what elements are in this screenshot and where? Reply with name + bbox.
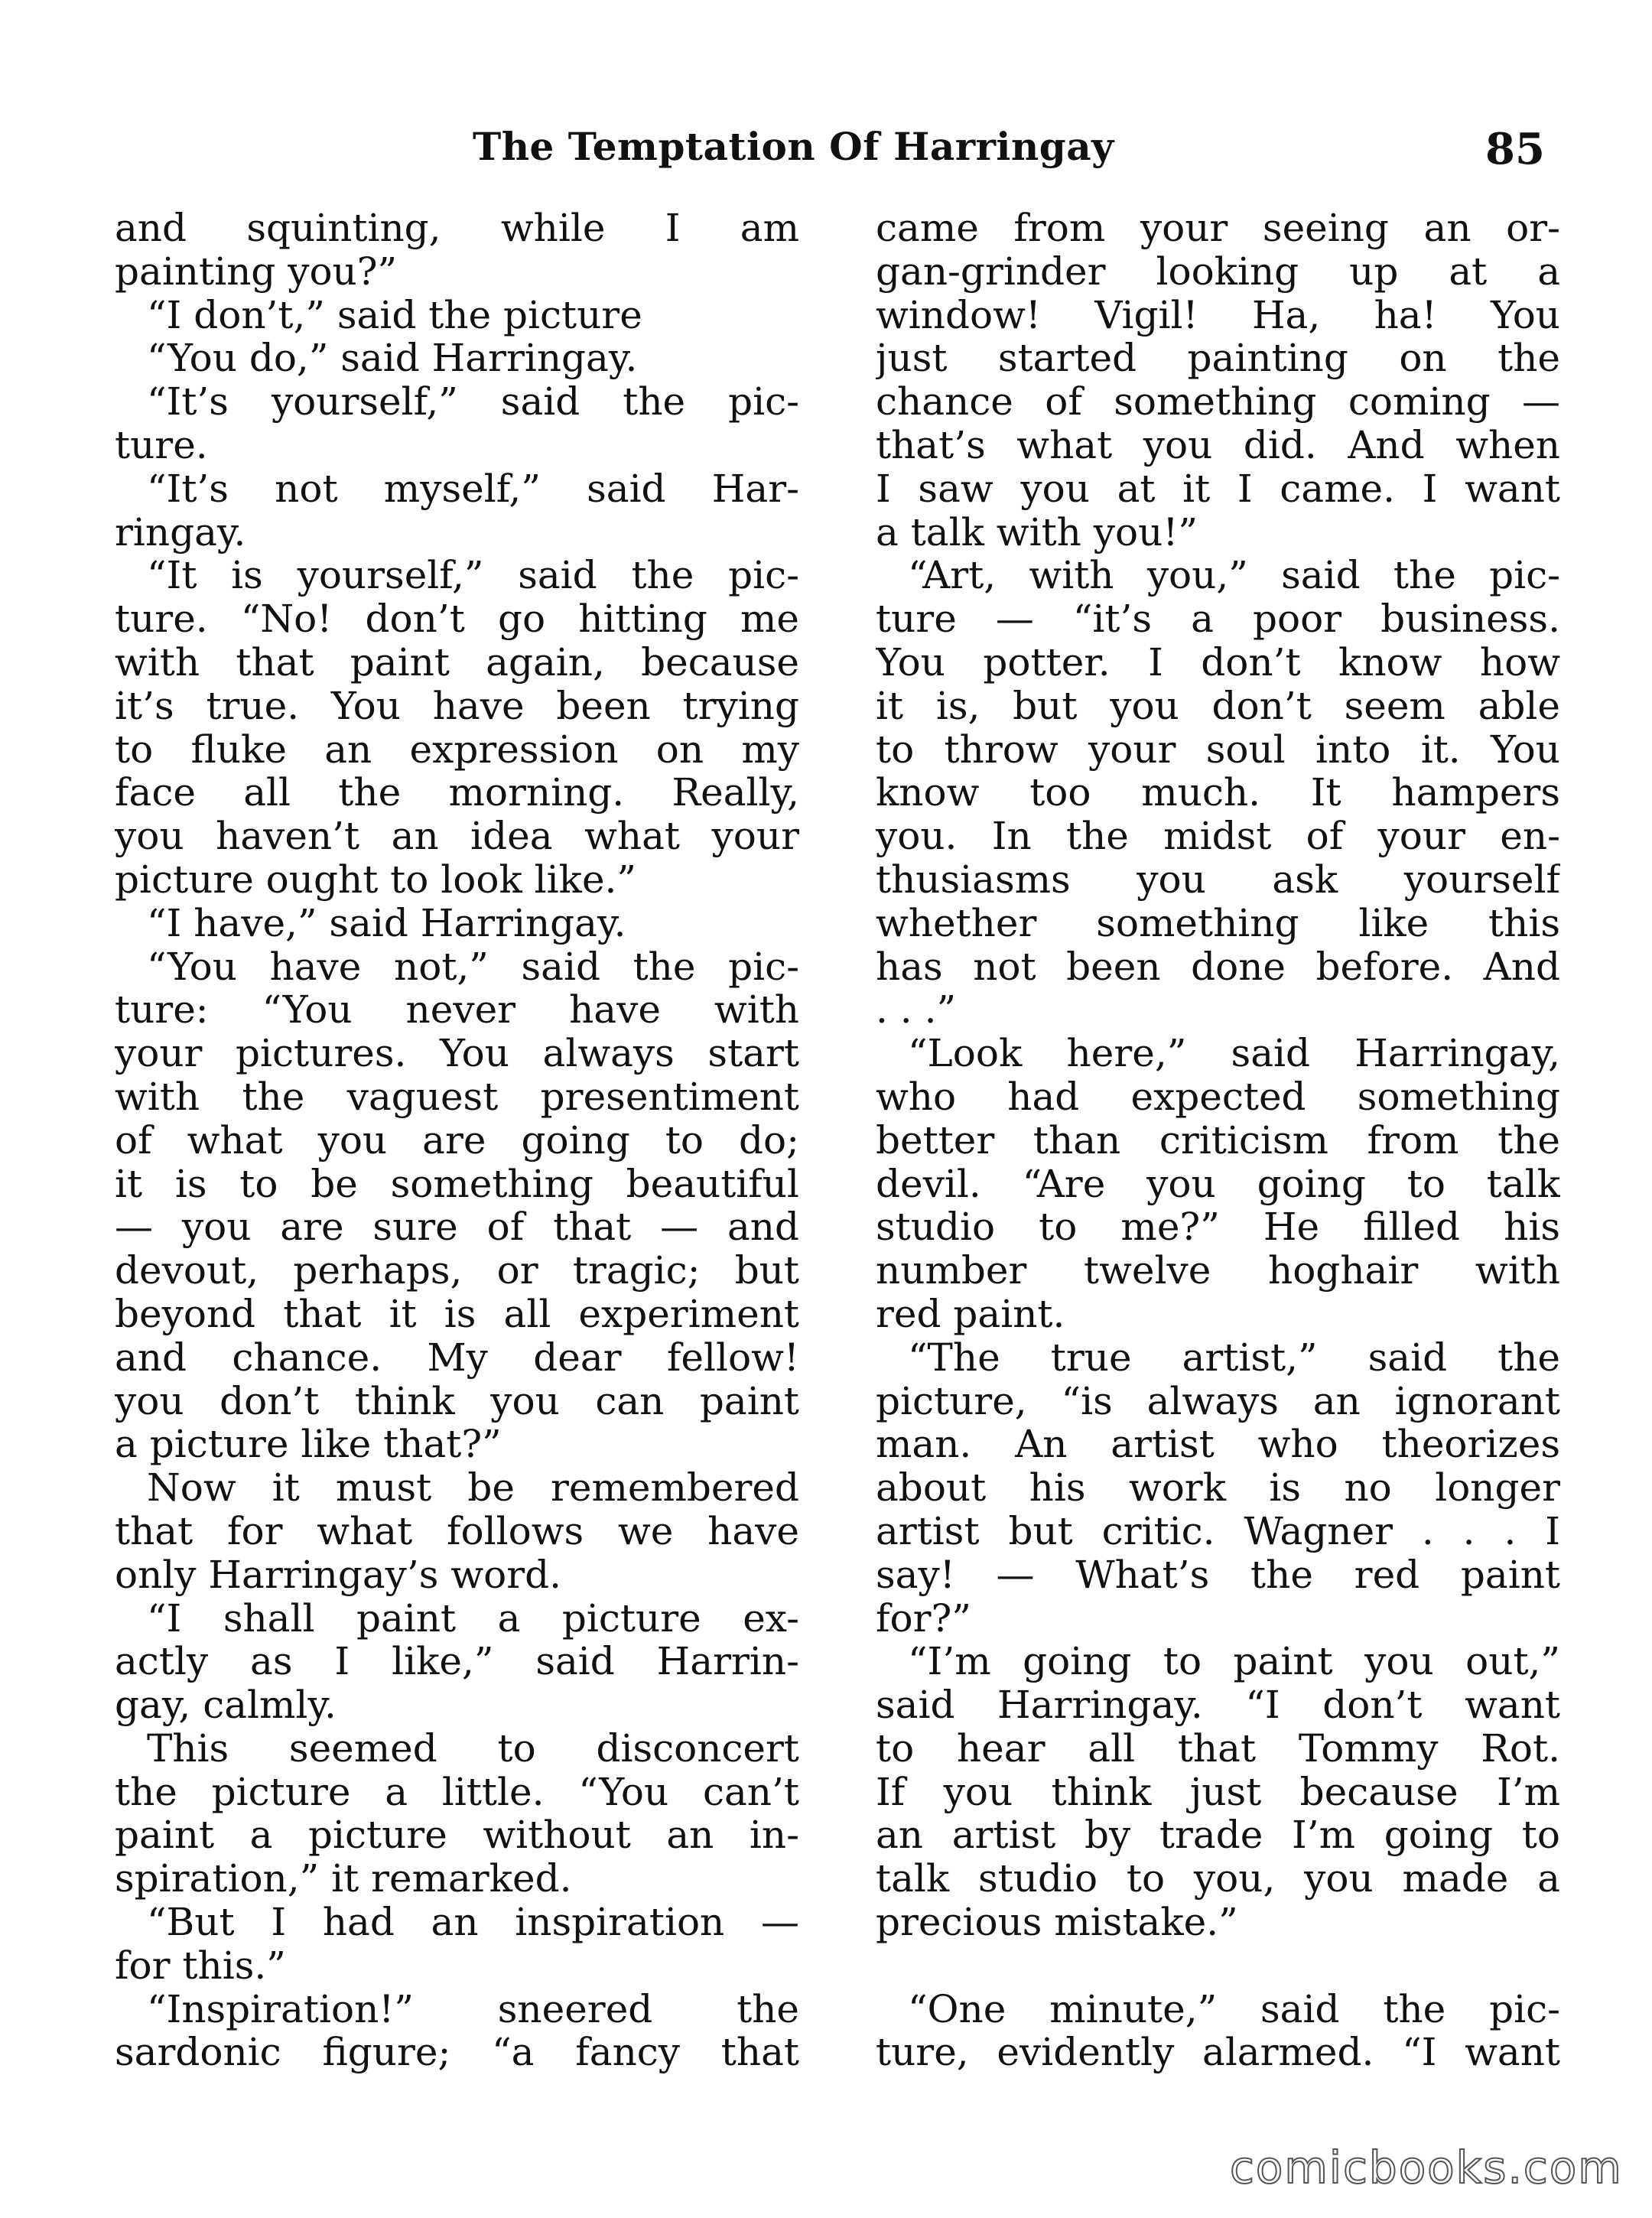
text-line: “I don’t,” said the picture: [147, 292, 642, 337]
text-line: ture — “it’s a poor business.: [876, 597, 1560, 641]
text-line: “One minute,” said the pic-: [908, 1987, 1560, 2031]
text-line: picture ought to look like.”: [115, 857, 636, 902]
text-line: ture, evidently alarmed. “I want: [876, 2031, 1560, 2075]
text-line: . . .”: [876, 987, 957, 1033]
text-line: with that paint again, because: [115, 640, 799, 685]
text-line: of what you are going to do;: [115, 1118, 799, 1163]
text-line: a picture like that?”: [115, 1422, 502, 1467]
text-line: just started painting on the: [876, 337, 1560, 381]
text-line: know too much. It hampers: [876, 771, 1560, 815]
text-line: This seemed to disconcert: [147, 1726, 799, 1771]
text-line: and squinting, while I am: [115, 207, 799, 250]
page-number: 85: [1485, 124, 1545, 174]
text-line: whether something like this: [876, 901, 1560, 945]
text-line: to throw your soul into it. You: [876, 727, 1560, 772]
text-line: “The true artist,” said the: [908, 1335, 1560, 1380]
text-line: beyond that it is all experiment: [115, 1292, 799, 1336]
text-line: picture, “is always an ignorant: [876, 1379, 1560, 1423]
text-line: talk studio to you, you made a: [876, 1857, 1560, 1901]
text-line: gay, calmly.: [115, 1683, 337, 1728]
text-line: “I shall paint a picture ex-: [147, 1596, 799, 1641]
paragraph-gap: [876, 1944, 1560, 1988]
text-line: said Harringay. “I don’t want: [876, 1683, 1560, 1727]
text-line: say! — What’s the red paint: [876, 1553, 1560, 1597]
text-line: “It’s yourself,” said the pic-: [147, 380, 799, 424]
text-line: ture.: [115, 422, 208, 467]
text-line: to fluke an expression on my: [115, 727, 799, 772]
text-line: face all the morning. Really,: [115, 771, 799, 815]
text-line: with the vaguest presentiment: [115, 1075, 799, 1119]
text-line: for?”: [876, 1595, 971, 1641]
text-line: chance of something coming —: [876, 380, 1560, 424]
text-line: painting you?”: [115, 249, 398, 294]
text-line: only Harringay’s word.: [115, 1552, 562, 1597]
text-line: sardonic figure; “a fancy that: [115, 2031, 799, 2075]
text-line: you haven’t an idea what your: [115, 815, 799, 858]
text-line: spiration,” it remarked.: [115, 1856, 572, 1901]
text-line: the picture a little. “You can’t: [115, 1770, 799, 1814]
running-header: [0, 124, 1652, 185]
text-line: — you are sure of that — and: [115, 1205, 799, 1250]
text-line: studio to me?” He filled his: [876, 1205, 1560, 1250]
text-line: devout, perhaps, or tragic; but: [115, 1249, 799, 1293]
text-line: it is, but you don’t seem able: [876, 684, 1560, 728]
text-line: man. An artist who theorizes: [876, 1423, 1560, 1467]
text-line: precious mistake.”: [876, 1900, 1238, 1945]
text-line: “I have,” said Harringay.: [147, 900, 626, 945]
text-line: You potter. I don’t know how: [876, 640, 1560, 685]
text-line: ringay.: [115, 509, 246, 554]
text-line: thusiasms you ask yourself: [876, 857, 1560, 902]
text-line: red paint.: [876, 1291, 1065, 1336]
text-line: came from your seeing an or-: [876, 207, 1560, 250]
text-line: “I’m going to paint you out,”: [908, 1640, 1560, 1684]
text-line: “It’s not myself,” said Har-: [147, 467, 799, 511]
text-line: better than criticism from the: [876, 1118, 1560, 1163]
text-line: to hear all that Tommy Rot.: [876, 1726, 1560, 1771]
text-line: devil. “Are you going to talk: [876, 1162, 1560, 1206]
text-line: actly as I like,” said Harrin-: [115, 1640, 799, 1684]
text-line: for this.”: [115, 1943, 286, 1988]
text-line: your pictures. You always start: [115, 1032, 799, 1075]
text-line: you don’t think you can paint: [115, 1379, 799, 1423]
text-line: If you think just because I’m: [876, 1770, 1560, 1814]
text-line: “It is yourself,” said the pic-: [147, 554, 799, 598]
text-line: it’s true. You have been trying: [115, 684, 799, 728]
text-line: an artist by trade I’m going to: [876, 1813, 1560, 1858]
text-line: “Art, with you,” said the pic-: [908, 554, 1560, 598]
text-line: “Look here,” said Harringay,: [908, 1032, 1560, 1075]
text-line: window! Vigil! Ha, ha! You: [876, 293, 1560, 337]
text-line: “But I had an inspiration —: [147, 1901, 799, 1944]
left-text-column: [115, 207, 799, 2074]
text-line: paint a picture without an in-: [115, 1813, 799, 1858]
text-line: ture. “No! don’t go hitting me: [115, 597, 799, 641]
text-line: “You do,” said Harringay.: [147, 336, 638, 381]
text-line: number twelve hoghair with: [876, 1249, 1560, 1293]
text-line: a talk with you!”: [876, 509, 1198, 554]
text-line: has not been done before. And: [876, 945, 1560, 989]
text-line: “Inspiration!” sneered the: [147, 1987, 799, 2031]
text-line: about his work is no longer: [876, 1466, 1560, 1510]
text-line: artist but critic. Wagner . . . I: [876, 1509, 1560, 1553]
watermark: comicbooks.com: [1230, 2142, 1623, 2194]
text-line: I saw you at it I came. I want: [876, 467, 1560, 511]
running-title: The Temptation Of Harringay: [473, 124, 1114, 169]
text-line: it is to be something beautiful: [115, 1162, 799, 1206]
text-line: you. In the midst of your en-: [876, 815, 1560, 858]
text-line: ture: “You never have with: [115, 988, 799, 1033]
text-line: and chance. My dear fellow!: [115, 1335, 799, 1380]
text-line: who had expected something: [876, 1075, 1560, 1119]
text-line: that for what follows we have: [115, 1509, 799, 1553]
right-text-column: [876, 207, 1560, 2074]
text-line: “You have not,” said the pic-: [147, 945, 799, 989]
text-line: that’s what you did. And when: [876, 423, 1560, 467]
text-line: gan-grinder looking up at a: [876, 249, 1560, 294]
text-line: Now it must be remembered: [147, 1466, 799, 1510]
